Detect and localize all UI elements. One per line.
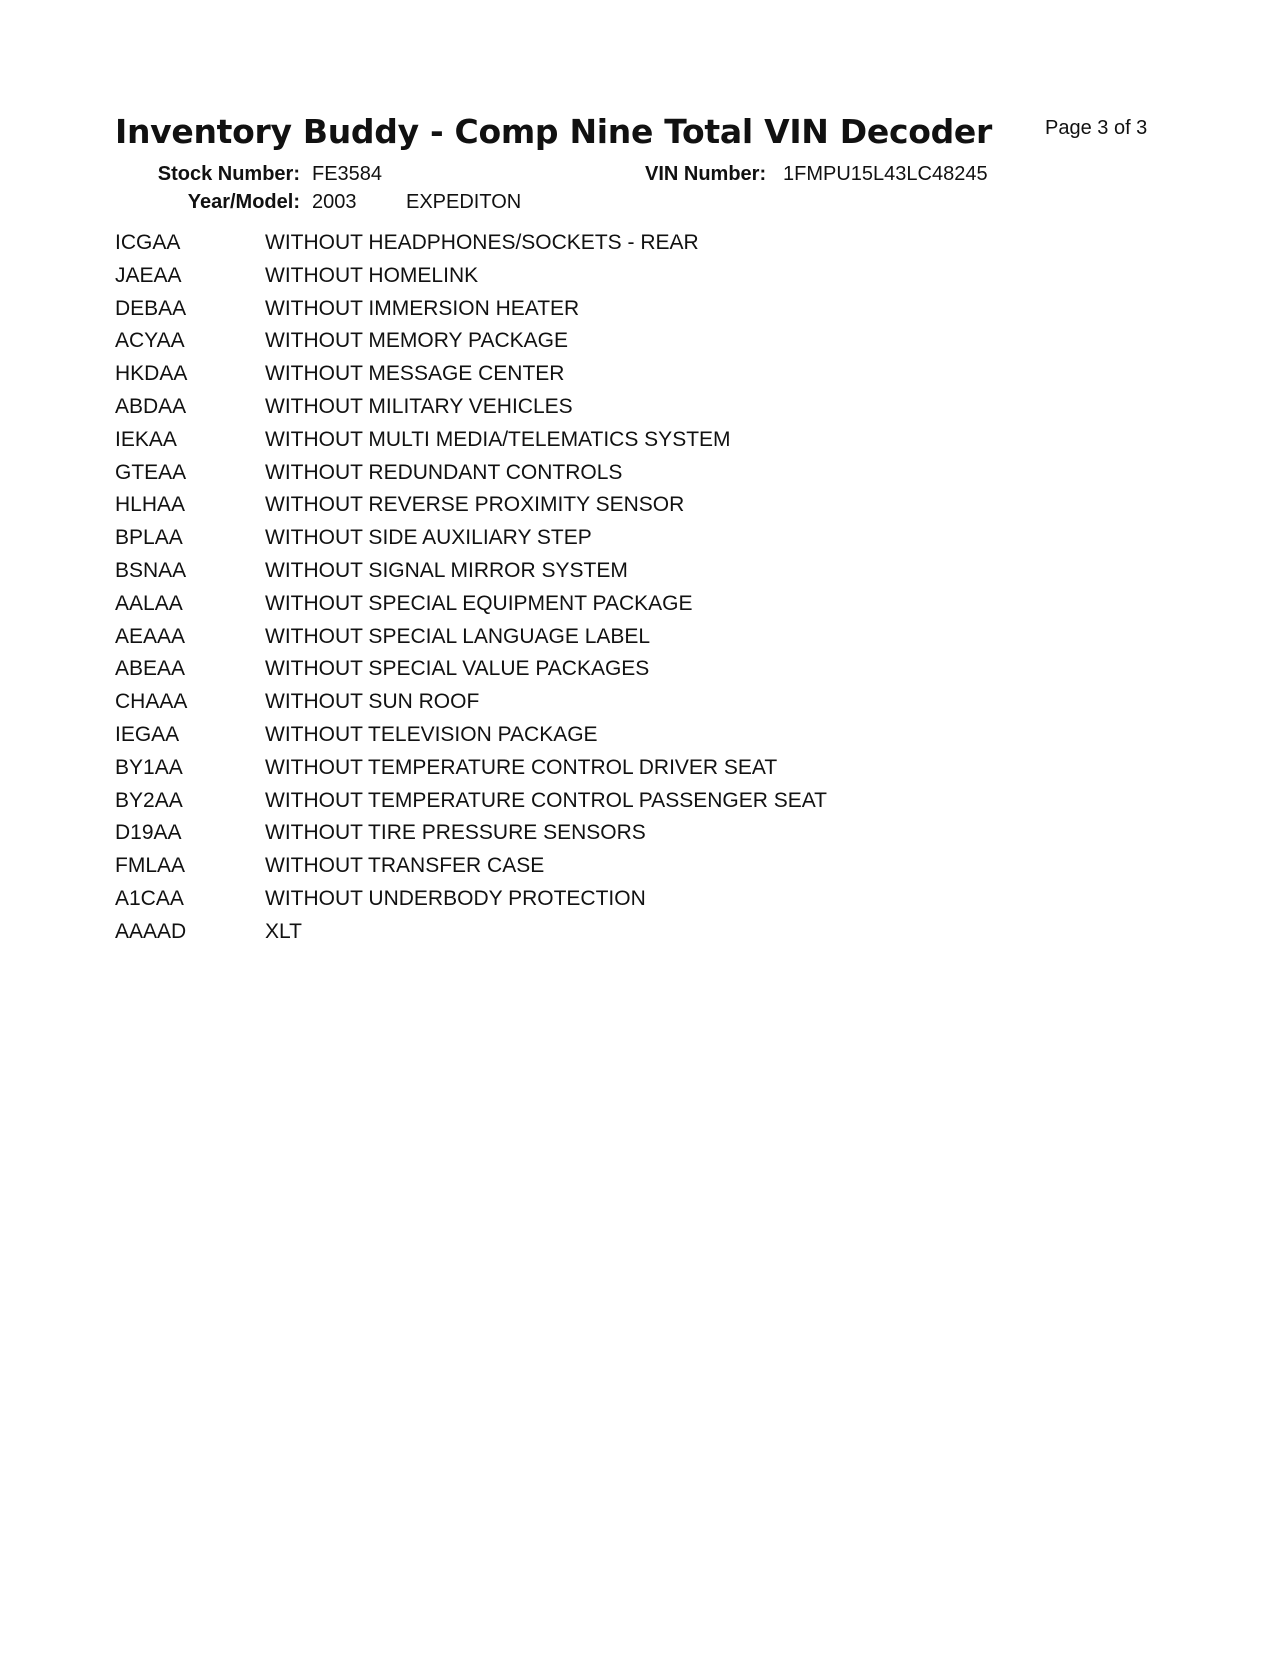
vin-number-label: VIN Number:: [645, 163, 767, 185]
stock-number-label: Stock Number:: [157, 163, 300, 185]
vin-number-value: 1FMPU15L43LC48245: [783, 163, 988, 185]
list-item: [115, 756, 1015, 789]
list-item: [115, 789, 1015, 822]
model-value: EXPEDITON: [406, 191, 522, 213]
option-description: WITHOUT MULTI MEDIA/TELEMATICS SYSTEM: [265, 427, 731, 451]
list-item: [115, 625, 1015, 658]
option-description: WITHOUT REVERSE PROXIMITY SENSOR: [265, 493, 685, 517]
list-item: [115, 329, 1015, 362]
option-code: A1CAA: [115, 886, 184, 910]
option-code: DEBAA: [115, 296, 187, 320]
list-item: [115, 526, 1015, 559]
option-code: D19AA: [115, 821, 182, 845]
option-code: BSNAA: [115, 558, 187, 582]
list-item: [115, 428, 1015, 461]
option-description: WITHOUT UNDERBODY PROTECTION: [265, 886, 646, 910]
list-item: [115, 657, 1015, 690]
option-code: IEKAA: [115, 427, 177, 451]
option-code: ICGAA: [115, 231, 181, 254]
option-code-list: [115, 231, 1015, 953]
option-description: WITHOUT TRANSFER CASE: [265, 854, 545, 878]
option-code: JAEAA: [115, 263, 182, 287]
option-code: ACYAA: [115, 329, 185, 353]
option-description: WITHOUT MEMORY PACKAGE: [265, 329, 568, 353]
option-code: HLHAA: [115, 493, 186, 517]
option-description: WITHOUT HOMELINK: [265, 263, 479, 287]
option-code: HKDAA: [115, 362, 188, 386]
list-item: [115, 297, 1015, 330]
list-item: [115, 723, 1015, 756]
list-item: [115, 493, 1015, 526]
year-value: 2003: [312, 191, 357, 213]
option-code: AEAAA: [115, 624, 186, 648]
page-indicator: Page 3 of 3: [1045, 117, 1148, 139]
list-item: [115, 690, 1015, 723]
option-description: WITHOUT TELEVISION PACKAGE: [265, 722, 598, 746]
page-title: Inventory Buddy - Comp Nine Total VIN Decoder: [115, 112, 992, 151]
option-code: GTEAA: [115, 460, 187, 484]
list-item: [115, 231, 1015, 264]
list-item: [115, 461, 1015, 494]
option-description: WITHOUT TEMPERATURE CONTROL DRIVER SEAT: [265, 755, 778, 779]
option-description: XLT: [265, 919, 302, 943]
option-description: WITHOUT TIRE PRESSURE SENSORS: [265, 821, 646, 845]
option-code: ABDAA: [115, 394, 187, 418]
option-description: WITHOUT SPECIAL LANGUAGE LABEL: [265, 624, 651, 648]
list-item: [115, 854, 1015, 887]
option-description: WITHOUT TEMPERATURE CONTROL PASSENGER SEAT: [265, 788, 828, 812]
option-code: IEGAA: [115, 722, 180, 746]
list-item: [115, 887, 1015, 920]
stock-number-value: FE3584: [312, 163, 383, 185]
option-code: BPLAA: [115, 526, 183, 550]
option-description: WITHOUT SUN ROOF: [265, 690, 480, 714]
list-item: [115, 559, 1015, 592]
option-code: ABEAA: [115, 657, 186, 681]
list-item: [115, 821, 1015, 854]
option-description: WITHOUT MESSAGE CENTER: [265, 362, 565, 386]
option-description: WITHOUT HEADPHONES/SOCKETS - REAR: [265, 231, 699, 254]
option-code: BY1AA: [115, 755, 183, 779]
option-code: AAAAD: [115, 919, 187, 943]
year-model-label: Year/Model:: [187, 191, 300, 213]
option-code: CHAAA: [115, 690, 188, 714]
option-description: WITHOUT REDUNDANT CONTROLS: [265, 460, 623, 484]
option-description: WITHOUT SPECIAL EQUIPMENT PACKAGE: [265, 591, 693, 615]
option-description: WITHOUT SPECIAL VALUE PACKAGES: [265, 657, 650, 681]
list-item: [115, 920, 1015, 953]
option-code: FMLAA: [115, 854, 186, 878]
list-item: [115, 395, 1015, 428]
option-description: WITHOUT SIDE AUXILIARY STEP: [265, 526, 592, 550]
option-code: BY2AA: [115, 788, 183, 812]
option-description: WITHOUT MILITARY VEHICLES: [265, 394, 573, 418]
list-item: [115, 264, 1015, 297]
list-item: [115, 592, 1015, 625]
list-item: [115, 362, 1015, 395]
option-description: WITHOUT SIGNAL MIRROR SYSTEM: [265, 558, 628, 582]
option-code: AALAA: [115, 591, 183, 615]
option-description: WITHOUT IMMERSION HEATER: [265, 296, 580, 320]
